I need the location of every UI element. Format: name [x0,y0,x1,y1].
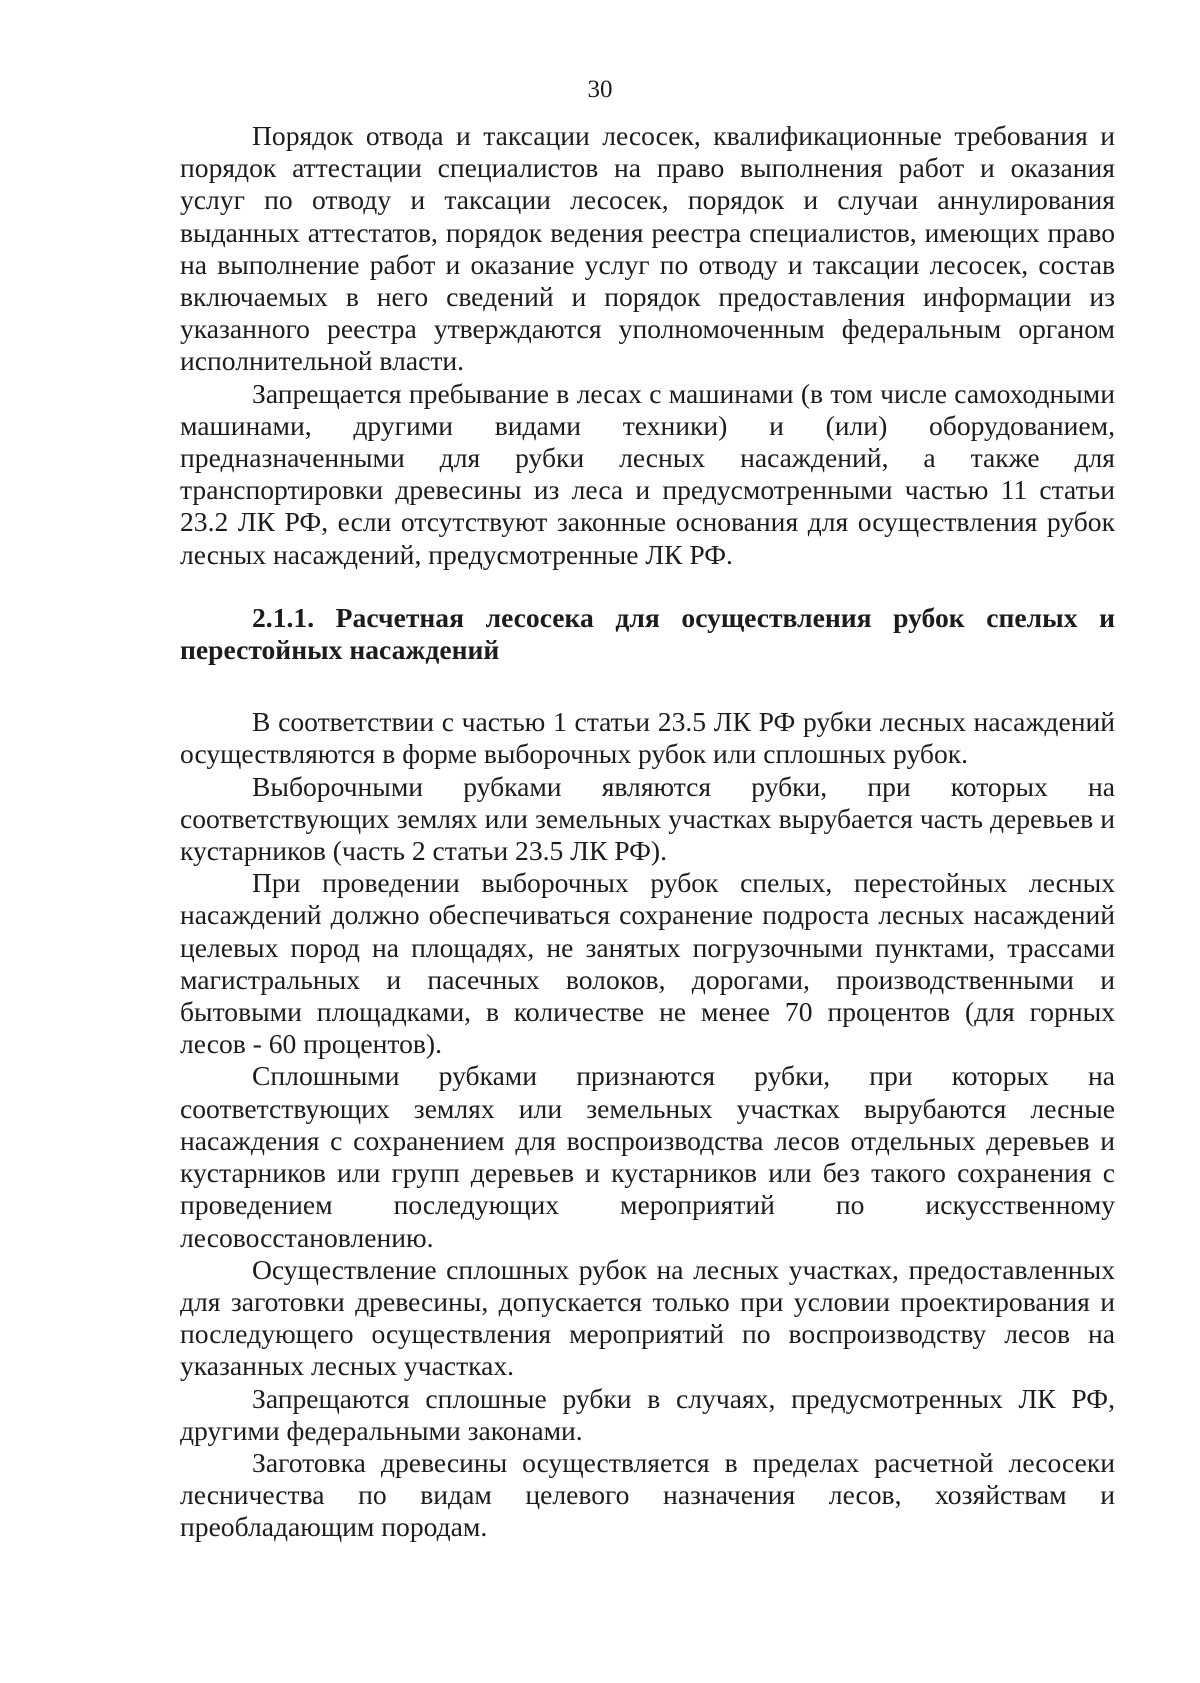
paragraph-clear-felling-conditions: Осуществление сплошных рубок на лесных участках, предоставленных для заготовки древесины, допускается только при условии проектирования и последующего осуществления мероприятий по воспроизводству лесов на указанных лесных участках. [180,1253,1115,1382]
document-body [180,120,1115,1544]
paragraph-machinery-prohibition: Запрещается пребывание в лесах с машинами (в том числе самоходными машинами, другими видами техники) и (или) оборудованием, предназначенными для рубки лесных насаждений, а также для транспортировки древесины из леса и предусмотренными частью 11 статьи 23.2 ЛК РФ, если отсутствуют законные основания для осуществления рубок лесных насаждений, предусмотренные ЛК РФ. [180,377,1115,570]
paragraph-specialist-certification: Порядок отвода и таксации лесосек, квалификационные требования и порядок аттестации специалистов на право выполнения работ и оказания услуг по отводу и таксации лесосек, порядок и случаи аннулирования выданных аттестатов, порядок ведения реестра специалистов, имеющих право на выполнение работ и оказание услуг по отводу и таксации лесосек, состав включаемых в него сведений и порядок предоставления информации из указанного реестра утверждаются уполномоченным федеральным органом исполнительной власти. [180,120,1115,377]
section-heading: 2.1.1. Расчетная лесосека для осуществления рубок спелых и перестойных насаждений [180,601,1115,666]
paragraph-clear-felling: Сплошными рубками признаются рубки, при которых на соответствующих землях или земельных участках вырубаются лесные насаждения с сохранением для воспроизводства лесов отдельных деревьев и кустарников или групп деревьев и кустарников или без такого сохранения с проведением последующих мероприятий по искусственному лесовосстановлению. [180,1060,1115,1253]
paragraph-felling-forms: В соответствии с частью 1 статьи 23.5 ЛК РФ рубки лесных насаждений осуществляются в форме выборочных рубок или сплошных рубок. [180,706,1115,770]
paragraph-undergrowth-preservation: При проведении выборочных рубок спелых, перестойных лесных насаждений должно обеспечиваться сохранение подроста лесных насаждений целевых пород на площадях, не занятых погрузочными пунктами, трассами магистральных и пасечных волоков, дорогами, производственными и бытовыми площадками, в количестве не менее 70 процентов (для горных лесов - 60 процентов). [180,867,1115,1060]
paragraph-selective-felling: Выборочными рубками являются рубки, при которых на соответствующих землях или земельных участках вырубается часть деревьев и кустарников (часть 2 статьи 23.5 ЛК РФ). [180,770,1115,867]
paragraph-harvesting-limits: Заготовка древесины осуществляется в пределах расчетной лесосеки лесничества по видам целевого назначения лесов, хозяйствам и преобладающим породам. [180,1446,1115,1543]
paragraph-clear-felling-prohibition: Запрещаются сплошные рубки в случаях, предусмотренных ЛК РФ, другими федеральными законами. [180,1382,1115,1446]
page-number: 30 [587,76,613,103]
